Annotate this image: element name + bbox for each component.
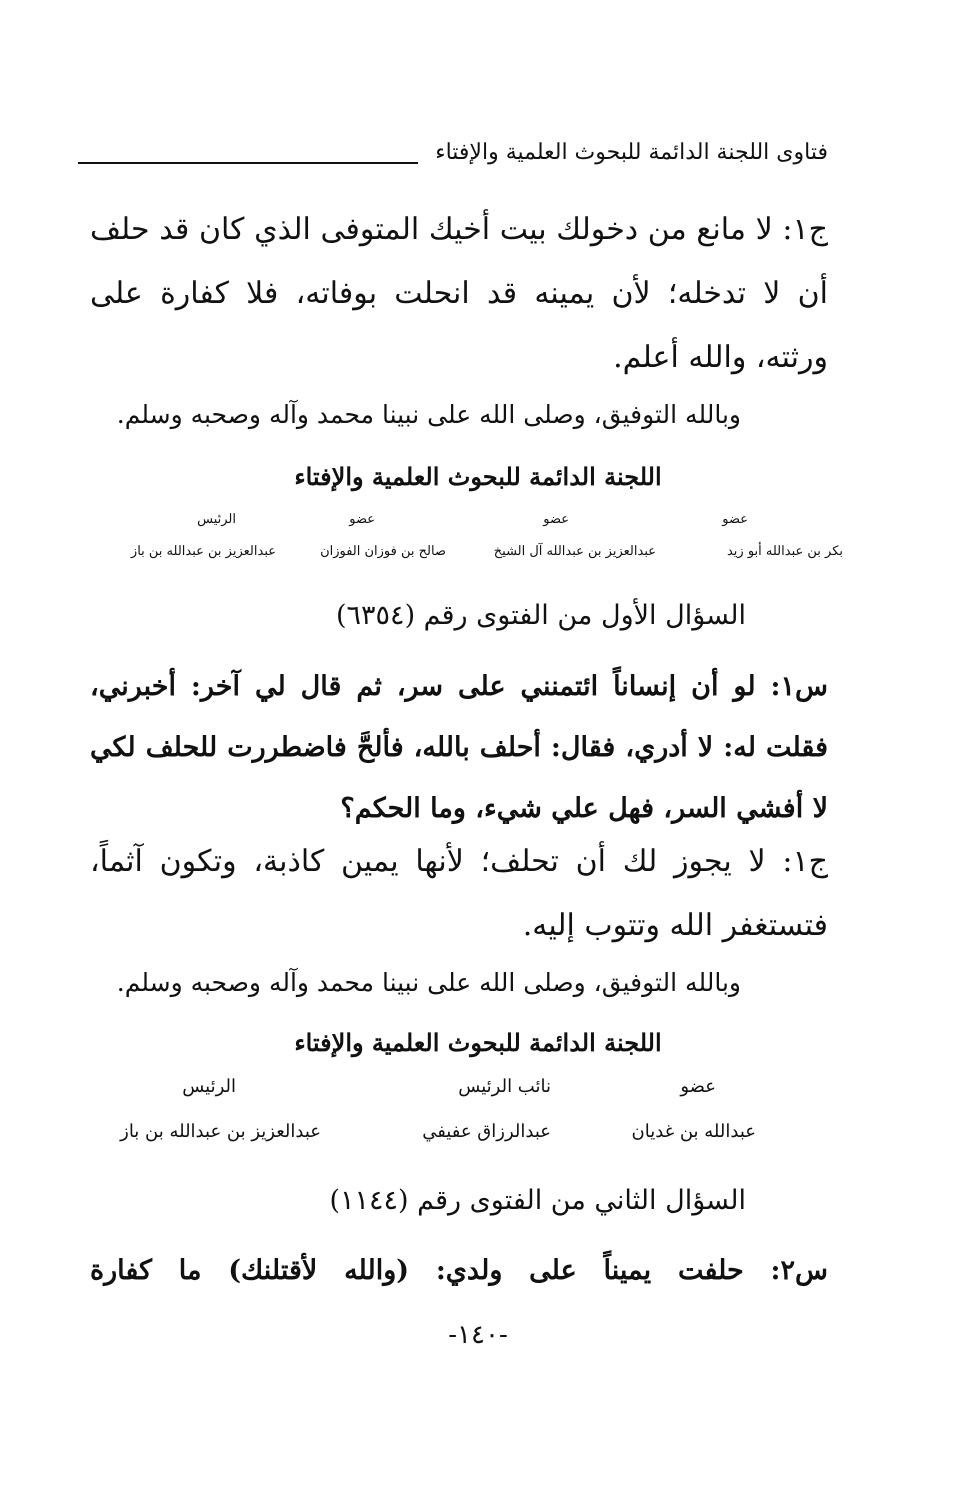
signatory-2-name: عبدالعزيز بن عبدالله آل الشيخ [493, 544, 656, 559]
question-2-text: س٢: حلفت يميناً على ولدي: (والله لأقتلنك) ما كفارة [90, 1255, 828, 1286]
signatory-5-role: عضو [680, 1076, 716, 1097]
question-2-title: السؤال الثاني من الفتوى رقم (١١٤٤) [329, 1185, 746, 1216]
question-1-title: السؤال الأول من الفتوى رقم (٦٣٥٤) [336, 600, 746, 631]
signatory-3-name: صالح بن فوزان الفوزان [320, 544, 446, 559]
signatory-6-role: نائب الرئيس [458, 1076, 551, 1097]
signatory-7-role: الرئيس [182, 1076, 236, 1097]
signatory-3-role: عضو [349, 512, 375, 527]
signatory-5-name: عبدالله بن غديان [631, 1121, 756, 1142]
signatory-2-role: عضو [543, 512, 569, 527]
running-header: فتاوى اللجنة الدائمة للبحوث العلمية والإفتاء [435, 140, 828, 165]
signatory-1-role: عضو [722, 512, 748, 527]
page-number: -١٤٠- [448, 1320, 508, 1350]
answer-1a: ج١: لا مانع من دخولك بيت أخيك المتوفى الذي كان قد حلف أن لا تدخله؛ لأن يمينه قد انحلت بوفاته، فلا كفارة على ورثته، والله أعلم. [90, 212, 828, 375]
closing-formula-2: وبالله التوفيق، وصلى الله على نبينا محمد وآله وصحبه وسلم. [116, 968, 741, 997]
closing-formula-1: وبالله التوفيق، وصلى الله على نبينا محمد وآله وصحبه وسلم. [116, 400, 741, 429]
committee-title-2: اللجنة الدائمة للبحوث العلمية والإفتاء [294, 1028, 662, 1057]
signatory-4-role: الرئيس [197, 512, 236, 527]
signatory-6-name: عبدالرزاق عفيفي [422, 1121, 551, 1142]
signatory-1-name: بكر بن عبدالله أبو زيد [726, 544, 843, 559]
signatory-7-name: عبدالعزيز بن عبدالله بن باز [120, 1121, 321, 1142]
signatory-4-name: عبدالعزيز بن عبدالله بن باز [130, 544, 276, 559]
committee-title-1: اللجنة الدائمة للبحوث العلمية والإفتاء [294, 462, 662, 491]
question-1-text: س١: لو أن إنساناً ائتمنني على سر، ثم قال لي آخر: أخبرني، فقلت له: لا أدري، فقال: أحلف بالله، فألحَّ فاضطررت للحلف لكي لا أفشي السر، فهل علي شيء، وما الحكم؟ [90, 671, 828, 824]
answer-1-text: ج١: لا يجوز لك أن تحلف؛ لأنها يمين كاذبة، وتكون آثماً، فتستغفر الله وتتوب إليه. [90, 844, 828, 943]
header-rule [78, 162, 418, 164]
